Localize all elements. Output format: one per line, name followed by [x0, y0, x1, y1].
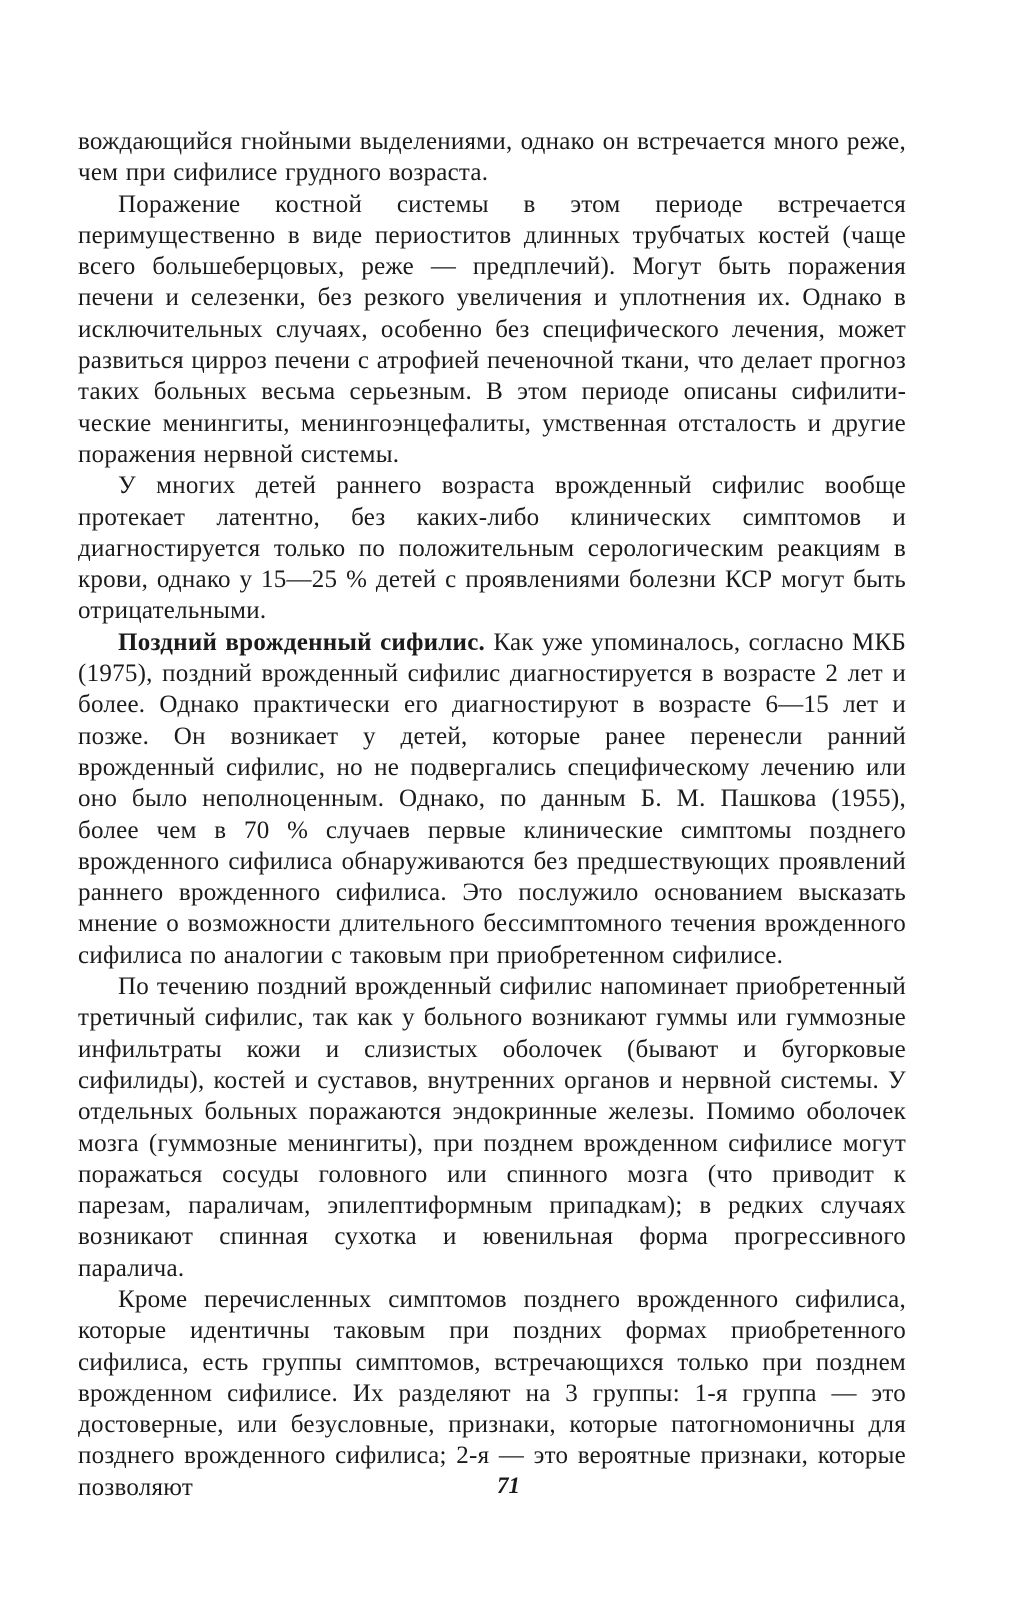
paragraph-4 [78, 627, 906, 971]
paragraph-2 [78, 189, 906, 471]
paragraph-1-text: вождающийся гнойными выделениями, однако он встречается много реже, чем при сифилисе грудного возраста. [78, 128, 906, 187]
paragraph-5-text: По течению поздний врожденный сифилис напоминает приобретенный третичный сифилис, так как у больного возникают гуммы или гуммозные инфильтраты кожи и слизистых оболочек (бывают и бугорковые сифилиды), костей и суставов, внутренних органов и нервной системы. У отдельных больных поражаются эндокринные железы. Помимо оболочек мозга (гуммозные менингиты), при позднем врожденном сифилисе могут поражаться сосуды головного или спинного мозга (что приводит к парезам, параличам, эпилептиформным припадкам); в редких случаях возникают спинная сухотка и ювенильная форма прогрессивного паралича. [78, 973, 906, 1282]
paragraph-6-text: Кроме перечисленных симптомов позднего врожденного сифилиса, которые идентичны таковым при поздних формах приобретенного сифилиса, есть группы симптомов, встречающихся только при позднем врожденном сифилисе. Их разделяют на 3 группы: 1-я группа — это достоверные, или безусловные, признаки, которые патогномоничны для позднего врожденного сифилиса; 2-я — это вероятные признаки, которые позволяют [78, 1285, 906, 1501]
paragraph-4-text: Как уже упоминалось, согласно МКБ (1975), поздний врожденный сифилис диагностируется в возрасте 2 лет и более. Однако практически его диагностируют в возрасте 6—15 лет и позже. Он возникает у детей, которые ранее перенесли ранний врожденный сифилис, но не подвергались специфическому лечению или оно было неполноценным. Однако, по данным Б. М. Пашкова (1955), более чем в 70 % случаев первые клинические симптомы позднего врожденного сифилиса обнаруживаются без предшествующих проявлений раннего врожденного сифилиса. Это послужило основанием высказать мнение о возможности длительного бессимптомного течения врожденного сифилиса по аналогии с таковым при приобретенном сифилисе. [78, 628, 907, 969]
paragraph-6 [78, 1284, 906, 1503]
page-number: 71 [497, 1473, 520, 1498]
page-body [78, 126, 906, 1503]
section-heading-late-congenital-syphilis: Поздний врожденный сифилис. [118, 628, 486, 656]
paragraph-5 [78, 971, 906, 1284]
paragraph-3 [78, 470, 906, 626]
paragraph-1 [78, 126, 906, 189]
paragraph-2-text: Поражение костной системы в этом периоде встречается перимущественно в виде периоститов длинных трубчатых костей (чаще всего большеберцовых, реже — предплечий). Могут быть поражения печени и селезенки, без резкого увеличения и уплотнения их. Однако в исключительных случаях, особенно без специфического лечения, может развиться цирроз печени с атрофией печеночной ткани, что делает прогноз таких больных весьма серьезным. В этом периоде описаны сифилитические менингиты, менингоэнцефалиты, умственная отсталость и другие поражения нервной системы. [78, 190, 906, 468]
paragraph-3-text: У многих детей раннего возраста врожденный сифилис вообще протекает латентно, без каких-либо клинических симптомов и диагностируется только по положительным серологическим реакциям в крови, однако у 15—25 % детей с проявлениями болезни КСР могут быть отрицательными. [78, 472, 906, 625]
